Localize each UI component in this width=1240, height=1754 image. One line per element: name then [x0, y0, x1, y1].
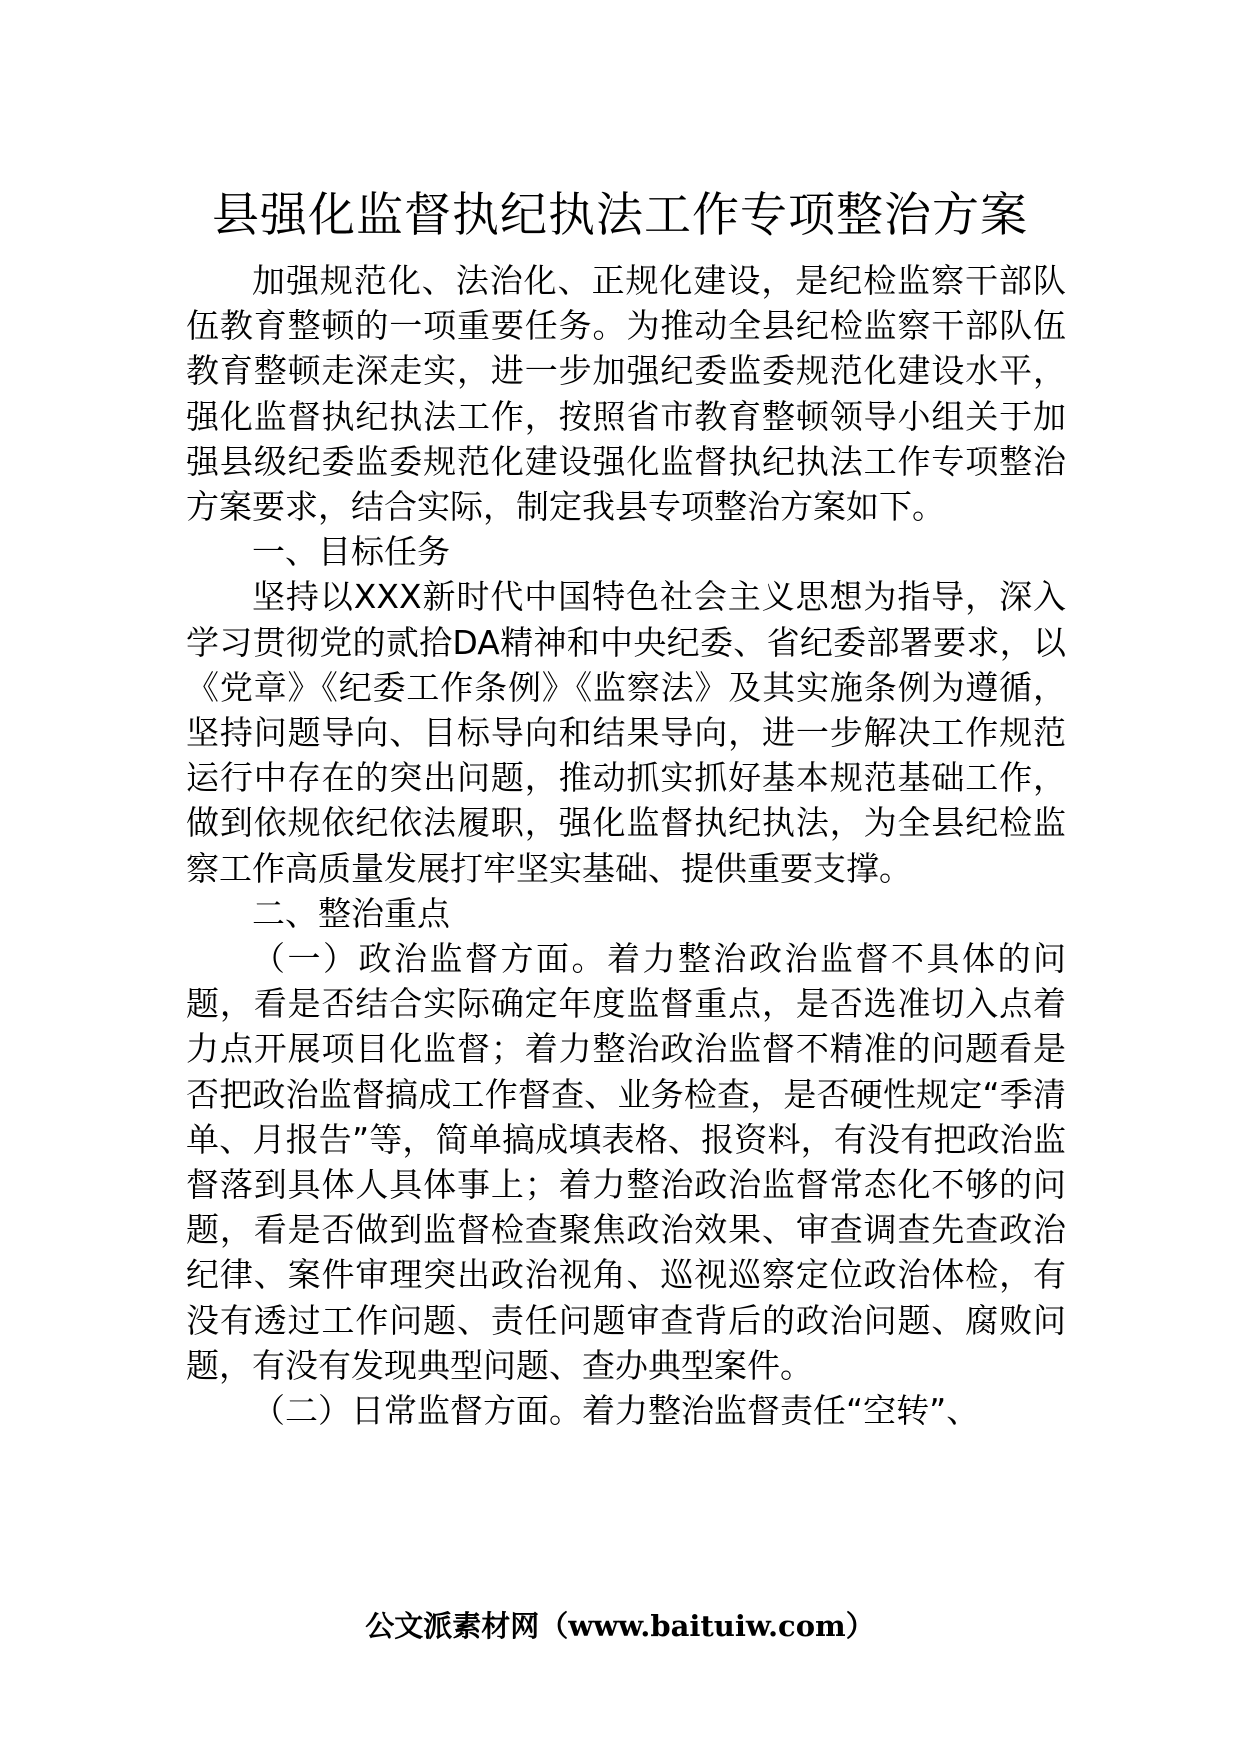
goals-paragraph: 坚持以XXX新时代中国特色社会主义思想为指导，深入学习贯彻党的贰拾DA精神和中央纪委、省纪委部署要求，以《党章》《纪委工作条例》《监察法》及其实施条例为遵循，坚持问题导向、目标导向和结果导向，进一步解决工作规范运行中存在的突出问题，推动抓实抓好基本规范基础工作，做到依规依纪依法履职，强化监督执纪执法，为全县纪检监察工作高质量发展打牢坚实基础、提供重要支撑。: [186, 577, 1066, 888]
political-supervision-paragraph: （一）政治监督方面。着力整治政治监督不具体的问题，看是否结合实际确定年度监督重点，是否选准切入点着力点开展项目化监督；着力整治政治监督不精准的问题看是否把政治监督搞成工作督查、业务检查，是否硬性规定“季清单、月报告”等，简单搞成填表格、报资料，有没有把政治监督落到具体人具体事上；着力整治政治监督常态化不够的问题，看是否做到监督检查聚焦政治效果、审查调查先查政治纪律、案件审理突出政治视角、巡视巡察定位政治体检，有没有透过工作问题、责任问题审查背后的政治问题、腐败问题，有没有发现典型问题、查办典型案件。: [186, 939, 1066, 1385]
section-heading-focus: 二、整治重点: [252, 893, 450, 933]
intro-paragraph: 加强规范化、法治化、正规化建设，是纪检监察干部队伍教育整顿的一项重要任务。为推动全县纪检监察干部队伍教育整顿走深走实，进一步加强纪委监委规范化建设水平，强化监督执纪执法工作，按照省市教育整顿领导小组关于加强县级纪委监委规范化建设强化监督执纪执法工作专项整治方案要求，结合实际，制定我县专项整治方案如下。: [186, 261, 1066, 527]
document-body: [186, 258, 1066, 1433]
daily-supervision-paragraph: （二）日常监督方面。着力整治监督责任“空转”、: [252, 1391, 980, 1431]
section-heading-goals: 一、目标任务: [252, 532, 450, 572]
source-watermark: 公文派素材网（www.baituiw.com）: [365, 1609, 875, 1643]
document-title: 县强化监督执纪执法工作专项整治方案: [212, 188, 1028, 243]
